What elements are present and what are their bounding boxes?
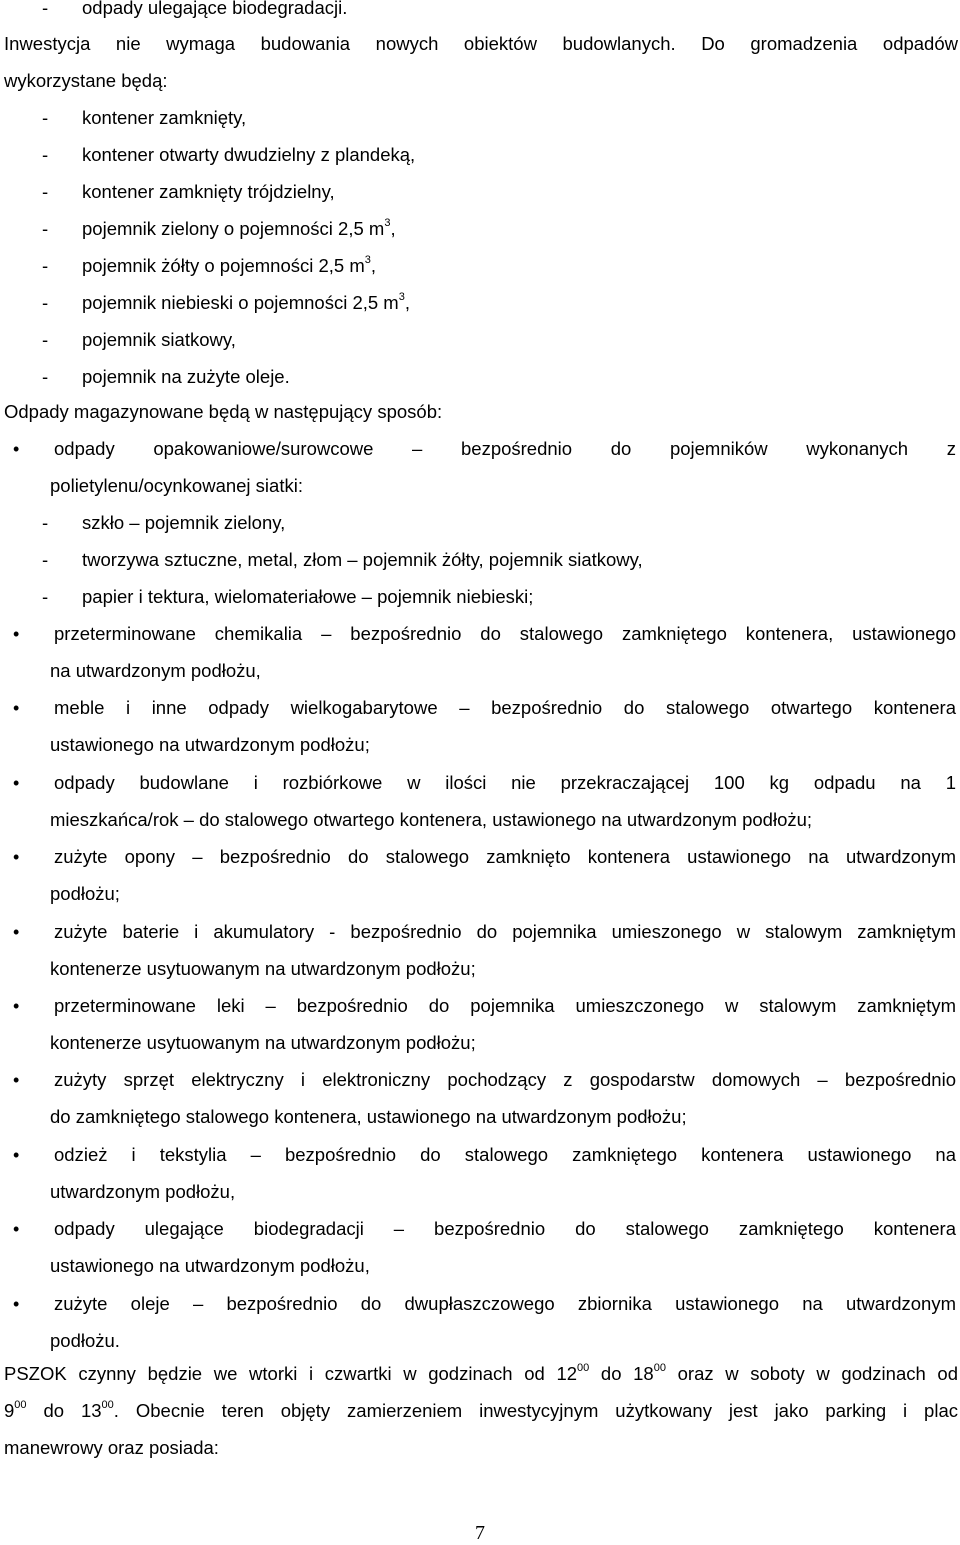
superscript: 00	[14, 1398, 27, 1411]
bullet-text: odpady ulegające biodegradacji – bezpośrednio do stalowego zamkniętego kontenera	[54, 1218, 956, 1239]
dash-marker: -	[42, 329, 49, 350]
bullet-item	[4, 437, 958, 461]
dash-marker: -	[42, 255, 49, 276]
list-item	[4, 180, 958, 204]
pszok-text: do 18	[589, 1363, 654, 1384]
bullet-text: przeterminowane leki – bezpośrednio do pojemnika umieszczonego w stalowym zamkniętym	[54, 995, 956, 1016]
bullet-marker: •	[13, 1145, 20, 1165]
pszok-text: 9	[4, 1400, 15, 1421]
bullet-marker: •	[13, 996, 20, 1016]
bullet-marker: •	[13, 1219, 20, 1239]
bullet-marker: •	[13, 1070, 20, 1090]
sub-list-text: szkło – pojemnik zielony,	[82, 512, 286, 533]
bullet-text: odpady opakowaniowe/surowcowe – bezpośrednio do pojemników wykonanych z	[54, 438, 956, 459]
dash-marker: -	[42, 218, 49, 239]
bullet-marker: •	[13, 624, 20, 644]
punctuation: ,	[390, 218, 396, 239]
bullet-continuation: polietylenu/ocynkowanej siatki:	[50, 475, 303, 496]
list-item-label: kontener zamknięty trójdzielny,	[82, 181, 335, 202]
list-item-label: kontener zamknięty,	[82, 107, 247, 128]
bullet-item	[4, 1068, 958, 1092]
list-item	[4, 365, 958, 389]
list-item	[4, 0, 958, 20]
bullet-marker: •	[13, 439, 20, 459]
superscript: 3	[398, 290, 405, 303]
bullet-continuation: podłożu.	[50, 1330, 120, 1351]
bullet-text: zużyte baterie i akumulatory - bezpośrednio do pojemnika umieszonego w stalowym zamkniętym	[54, 921, 956, 942]
bullet-continuation: mieszkańca/rok – do stalowego otwartego kontenera, ustawionego na utwardzonym podłożu;	[50, 809, 813, 830]
list-item-text: odpady ulegające biodegradacji.	[82, 0, 348, 18]
bullet-text: odpady budowlane i rozbiórkowe w ilości nie przekraczającej 100 kg odpadu na 1	[54, 772, 956, 793]
dash-marker: -	[42, 181, 49, 202]
dash-marker: -	[42, 586, 49, 607]
superscript: 00	[101, 1398, 114, 1411]
paragraph-line: manewrowy oraz posiada:	[4, 1437, 219, 1458]
superscript: 3	[364, 253, 371, 266]
bullet-marker: •	[13, 773, 20, 793]
bullet-text: odzież i tekstylia – bezpośrednio do stalowego zamkniętego kontenera ustawionego na	[54, 1144, 956, 1165]
bullet-item	[4, 622, 958, 646]
list-item	[4, 254, 958, 278]
superscript: 00	[653, 1361, 666, 1374]
list-item-text	[82, 291, 410, 315]
punctuation: ,	[404, 292, 410, 313]
bullet-continuation: ustawionego na utwardzonym podłożu;	[50, 734, 370, 755]
bullet-marker: •	[13, 847, 20, 867]
paragraph-line: Inwestycja nie wymaga budowania nowych obiektów budowlanych. Do gromadzenia odpadów	[4, 33, 958, 54]
dash-marker: -	[42, 292, 49, 313]
bullet-item	[4, 1217, 958, 1241]
pszok-text: PSZOK czynny będzie we wtorki i czwartki w godzinach od 12	[4, 1363, 578, 1384]
bullet-text: meble i inne odpady wielkogabarytowe – bezpośrednio do stalowego otwartego kontenera	[54, 697, 956, 718]
sub-list-item	[4, 548, 958, 572]
punctuation: ,	[370, 255, 377, 276]
list-item-text	[82, 328, 236, 352]
bullet-continuation: na utwardzonym podłożu,	[50, 660, 261, 681]
list-item-label: pojemnik niebieski o pojemności 2,5 m	[82, 292, 399, 313]
list-item	[4, 106, 958, 130]
sub-list-text: papier i tektura, wielomateriałowe – pojemnik niebieski;	[82, 586, 534, 607]
bullet-text: zużyte opony – bezpośrednio do stalowego zamknięto kontenera ustawionego na utwardzonym	[54, 846, 956, 867]
bullet-item	[4, 845, 958, 869]
bullet-marker: •	[13, 698, 20, 718]
list-item-text	[82, 217, 396, 241]
pszok-text: do 13	[26, 1400, 102, 1421]
dash-marker: -	[42, 107, 49, 128]
list-item-label: pojemnik siatkowy,	[82, 329, 236, 350]
list-item-label: pojemnik żółty o pojemności 2,5 m	[82, 255, 365, 276]
list-item	[4, 291, 958, 315]
bullet-item	[4, 1143, 958, 1167]
dash-marker: -	[42, 549, 49, 570]
list-item	[4, 143, 958, 167]
list-item-text	[82, 254, 376, 278]
section-heading: Odpady magazynowane będą w następujący sposób:	[4, 401, 443, 422]
bullet-item	[4, 994, 958, 1018]
bullet-item	[4, 1292, 958, 1316]
dash-marker: -	[42, 366, 49, 387]
bullet-continuation: kontenerze usytuowanym na utwardzonym podłożu;	[50, 1032, 476, 1053]
paragraph-line	[4, 1362, 958, 1386]
paragraph-line: wykorzystane będą:	[4, 70, 168, 91]
list-item-label: pojemnik zielony o pojemności 2,5 m	[82, 218, 385, 239]
list-item	[4, 328, 958, 352]
bullet-continuation: utwardzonym podłożu,	[50, 1181, 236, 1202]
sub-list-item	[4, 585, 958, 609]
sub-list-text: tworzywa sztuczne, metal, złom – pojemnik żółty, pojemnik siatkowy,	[82, 549, 643, 570]
bullet-continuation: kontenerze usytuowanym na utwardzonym podłożu;	[50, 958, 476, 979]
list-item-text	[82, 365, 290, 389]
pszok-text: . Obecnie teren objęty zamierzeniem inwestycyjnym użytkowany jest jako parking i plac	[113, 1400, 958, 1421]
pszok-text: oraz w soboty w godzinach od	[665, 1363, 958, 1384]
bullet-item	[4, 920, 958, 944]
bullet-item	[4, 771, 958, 795]
bullet-continuation: do zamkniętego stalowego kontenera, ustawionego na utwardzonym podłożu;	[50, 1106, 687, 1127]
bullet-text: zużyty sprzęt elektryczny i elektroniczny pochodzący z gospodarstw domowych – bezpośrednio	[54, 1069, 956, 1090]
list-item-label: pojemnik na zużyte oleje.	[82, 366, 290, 387]
paragraph-line	[4, 1399, 958, 1423]
dash-marker: -	[42, 0, 49, 18]
list-item-text	[82, 180, 335, 204]
bullet-continuation: ustawionego na utwardzonym podłożu,	[50, 1255, 370, 1276]
bullet-continuation: podłożu;	[50, 883, 120, 904]
bullet-text: zużyte oleje – bezpośrednio do dwupłaszczowego zbiornika ustawionego na utwardzonym	[54, 1293, 956, 1314]
list-item-text	[82, 106, 246, 130]
bullet-marker: •	[13, 1294, 20, 1314]
superscript: 3	[384, 216, 391, 229]
list-item-label: kontener otwarty dwudzielny z plandeką,	[82, 144, 416, 165]
superscript: 00	[577, 1361, 590, 1374]
list-item-text	[82, 143, 415, 167]
bullet-text: przeterminowane chemikalia – bezpośrednio do stalowego zamkniętego kontenera, ustawionego	[54, 623, 956, 644]
sub-list-item	[4, 511, 958, 535]
bullet-marker: •	[13, 922, 20, 942]
dash-marker: -	[42, 512, 49, 533]
list-item	[4, 217, 958, 241]
page-number: 7	[475, 1522, 485, 1544]
bullet-item	[4, 696, 958, 720]
dash-marker: -	[42, 144, 49, 165]
